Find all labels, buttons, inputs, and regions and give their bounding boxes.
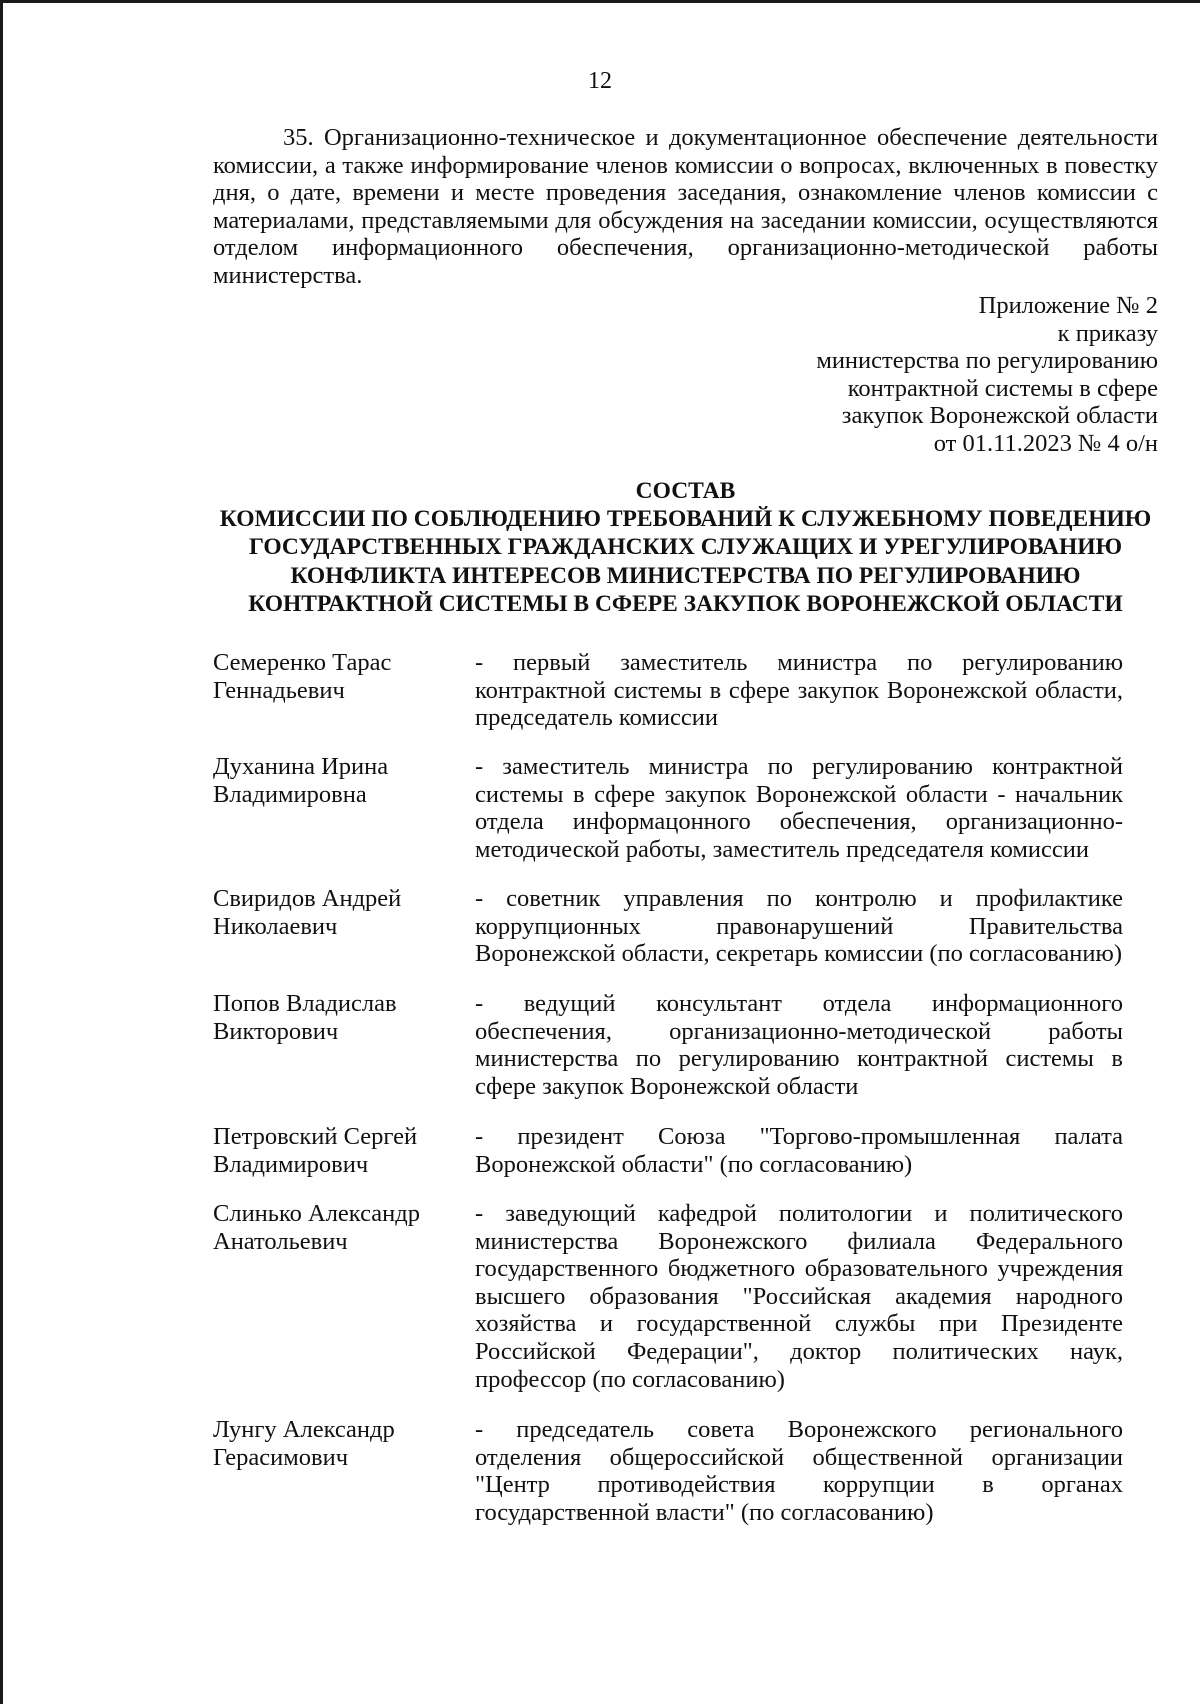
- appendix-line: Приложение № 2: [978, 292, 1158, 319]
- member-patronymic: Владимирович: [213, 1150, 369, 1178]
- member-patronymic: Викторович: [213, 1017, 339, 1045]
- member-name: [213, 753, 453, 808]
- member-patronymic: Анатольевич: [213, 1227, 348, 1255]
- appendix-line: закупок Воронежской области: [841, 402, 1158, 430]
- appendix-line: к приказу: [1057, 319, 1158, 347]
- member-name: [213, 1123, 453, 1178]
- member-role: - заведующий кафедрой политологии и политического министерства Воронежского филиала Федерального государственного бюджетного образовательного учреждения высшего образования "Российская академия народного хозяйства и государственной службы при Президенте Российской Федерации", доктор политических наук, профессор (по согласованию): [475, 1200, 1123, 1393]
- member-role: - советник управления по контролю и профилактике коррупционных правонарушений Правительства Воронежской области, секретарь комиссии (по согласованию): [475, 885, 1123, 968]
- appendix-line: от 01.11.2023 № 4 о/н: [933, 429, 1158, 457]
- member-surname-first: Слинько Александр: [213, 1200, 420, 1227]
- title-line: ГОСУДАРСТВЕННЫХ ГРАЖДАНСКИХ СЛУЖАЩИХ И УРЕГУЛИРОВАНИЮ: [248, 534, 1123, 561]
- member-patronymic: Владимировна: [213, 780, 367, 808]
- member-surname-first: Свиридов Андрей: [213, 885, 402, 912]
- member-role: - председатель совета Воронежского регионального отделения общероссийской общественной организации "Центр противодействия коррупции в органах государственной власти" (по согласованию): [475, 1416, 1123, 1526]
- member-name: [213, 990, 453, 1045]
- member-surname-first: Лунгу Александр: [213, 1416, 395, 1443]
- appendix-header: [816, 292, 1158, 458]
- member-patronymic: Геннадьевич: [213, 676, 345, 704]
- page-number: 12: [588, 68, 612, 94]
- member-role: - первый заместитель министра по регулированию контрактной системы в сфере закупок Воронежской области, председатель комиссии: [475, 649, 1123, 732]
- member-patronymic: Герасимович: [213, 1443, 349, 1471]
- scan-border-top: [0, 0, 1200, 3]
- member-patronymic: Николаевич: [213, 912, 338, 940]
- member-role: - заместитель министра по регулированию контрактной системы в сфере закупок Воронежской области - начальник отдела информацонного обеспечения, организационно-методической работы, заместитель председателя комиссии: [475, 753, 1123, 863]
- title-line: КОМИССИИ ПО СОБЛЮДЕНИЮ ТРЕБОВАНИЙ К СЛУЖЕБНОМУ ПОВЕДЕНИЮ: [219, 506, 1152, 533]
- paragraph-35: 35. Организационно-техническое и документационное обеспечение деятельности комиссии, а также информирование членов комиссии о вопросах, включенных в повестку дня, о дате, времени и месте проведения заседания, ознакомление членов комиссии с материалами, представляемыми для обсуждения на заседании комиссии, осуществляются отделом информационного обеспечения, организационно-методической работы министерства.: [213, 124, 1158, 289]
- member-surname-first: Петровский Сергей: [213, 1123, 418, 1150]
- member-role: - президент Союза "Торгово-промышленная палата Воронежской области" (по согласованию): [475, 1123, 1123, 1178]
- document-title: [213, 477, 1158, 618]
- member-role: - ведущий консультант отдела информационного обеспечения, организационно-методической работы министерства по регулированию контрактной системы в сфере закупок Воронежской области: [475, 990, 1123, 1100]
- appendix-line: министерства по регулированию: [816, 347, 1158, 375]
- member-surname-first: Семеренко Тарас: [213, 649, 392, 676]
- member-name: [213, 649, 453, 704]
- title-line: КОНФЛИКТА ИНТЕРЕСОВ МИНИСТЕРСТВА ПО РЕГУЛИРОВАНИЮ: [290, 562, 1081, 589]
- appendix-line: контрактной системы в сфере: [847, 374, 1158, 402]
- member-surname-first: Попов Владислав: [213, 990, 397, 1017]
- member-name: [213, 885, 453, 940]
- title-line: СОСТАВ: [635, 478, 736, 504]
- member-name: [213, 1416, 453, 1471]
- member-name: [213, 1200, 453, 1255]
- scan-border-left: [0, 0, 3, 1704]
- member-surname-first: Духанина Ирина: [213, 753, 389, 780]
- title-line: КОНТРАКТНОЙ СИСТЕМЫ В СФЕРЕ ЗАКУПОК ВОРОНЕЖСКОЙ ОБЛАСТИ: [248, 590, 1123, 617]
